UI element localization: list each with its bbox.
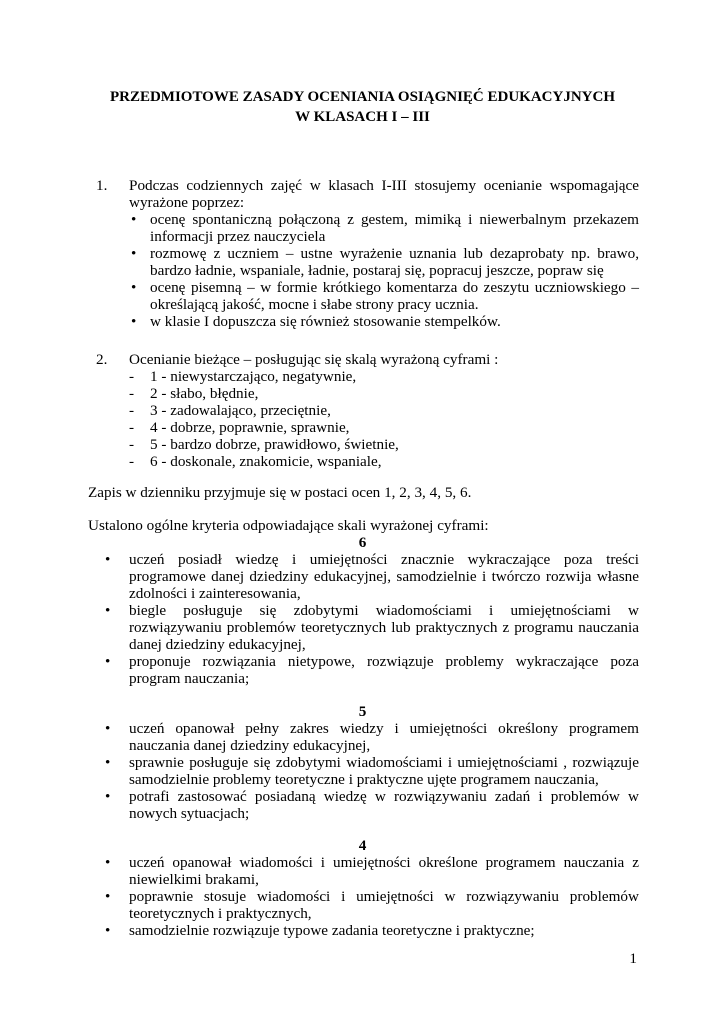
- section-1-body: [129, 177, 639, 330]
- section-1-list: [129, 211, 639, 330]
- grade-6-heading: 6: [358, 534, 367, 551]
- list-item: • ocenę pisemną – w formie krótkiego komentarza do zeszytu uczniowskiego – określającą jakość, mocne i słabe strony pracy ucznia.: [131, 279, 639, 313]
- list-item: • rozmowę z uczniem – ustne wyrażenie uznania lub dezaprobaty np. brawo, bardzo ładnie, wspaniale, ładnie, postaraj się, popracuj jeszcze, popraw się: [131, 245, 639, 279]
- section-1-intro: Podczas codziennych zajęć w klasach I-III stosujemy ocenianie wspomagające wyrażone poprzez:: [129, 177, 639, 211]
- bullet-icon: •: [105, 653, 111, 670]
- bullet-icon: •: [105, 602, 111, 619]
- list-item: - 2 - słabo, błędnie,: [129, 385, 259, 402]
- list-item: • uczeń opanował pełny zakres wiedzy i umiejętności określony programem nauczania danej dziedziny edukacyjnej,: [105, 720, 639, 754]
- section-2-intro: Ocenianie bieżące – posługując się skalą wyrażoną cyframi :: [129, 351, 499, 368]
- bullet-icon: •: [105, 888, 111, 905]
- bullet-icon: •: [105, 854, 111, 871]
- list-item: - 6 - doskonale, znakomicie, wspaniale,: [129, 453, 382, 470]
- list-item: - 1 - niewystarczająco, negatywnie,: [129, 368, 357, 385]
- list-item: • biegle posługuje się zdobytymi wiadomościami i umiejętnościami w rozwiązywaniu problemów teoretycznych lub praktycznych z programu nauczania danej dziedziny edukacyjnej,: [105, 602, 639, 653]
- list-item: - 4 - dobrze, poprawnie, sprawnie,: [129, 419, 350, 436]
- bullet-icon: •: [131, 313, 137, 330]
- grade-5-criteria: [105, 720, 639, 822]
- dash-icon: -: [129, 436, 135, 453]
- list-item: - 5 - bardzo dobrze, prawidłowo, świetnie,: [129, 436, 399, 453]
- dash-icon: -: [129, 402, 135, 419]
- list-item: • w klasie I dopuszcza się również stosowanie stempelków.: [131, 313, 501, 330]
- bullet-icon: •: [131, 211, 137, 228]
- document-title: [0, 87, 725, 127]
- dash-icon: -: [129, 453, 135, 470]
- list-item: • ocenę spontaniczną połączoną z gestem, mimiką i niewerbalnym przekazem informacji przez nauczyciela: [131, 211, 639, 245]
- title-line-1: PRZEDMIOTOWE ZASADY OCENIANIA OSIĄGNIĘĆ EDUKACYJNYCH: [109, 89, 616, 105]
- bullet-icon: •: [131, 245, 137, 262]
- dash-icon: -: [129, 385, 135, 402]
- list-item: • uczeń posiadł wiedzę i umiejętności znacznie wykraczające poza treści programowe danej dziedziny edukacyjnej, samodzielnie i twórczo rozwija własne zdolności i zainteresowania,: [105, 551, 639, 602]
- section-2-number: 2.: [96, 351, 108, 368]
- list-item: • potrafi zastosować posiadaną wiedzę w rozwiązywaniu zadań i problemów w nowych sytuacjach;: [105, 788, 639, 822]
- grade-scale-list: [129, 368, 639, 470]
- grade-5-heading: 5: [358, 703, 367, 720]
- grade-4-criteria: [105, 854, 639, 939]
- bullet-icon: •: [105, 922, 111, 939]
- list-item: - 3 - zadowalająco, przeciętnie,: [129, 402, 331, 419]
- section-2-body: [129, 351, 639, 470]
- list-item: • poprawnie stosuje wiadomości i umiejętności w rozwiązywaniu problemów teoretycznych i praktycznych,: [105, 888, 639, 922]
- page-number: 1: [629, 950, 637, 967]
- grade-6-criteria: [105, 551, 639, 687]
- bullet-icon: •: [131, 279, 137, 296]
- grade-4-heading: 4: [358, 837, 367, 854]
- list-item: • samodzielnie rozwiązuje typowe zadania teoretyczne i praktyczne;: [105, 922, 535, 939]
- list-item: • proponuje rozwiązania nietypowe, rozwiązuje problemy wykraczające poza program nauczania;: [105, 653, 639, 687]
- criteria-intro: Ustalono ogólne kryteria odpowiadające skali wyrażonej cyframi:: [88, 517, 489, 534]
- dash-icon: -: [129, 419, 135, 436]
- section-1-number: 1.: [96, 177, 108, 194]
- bullet-icon: •: [105, 754, 111, 771]
- bullet-icon: •: [105, 720, 111, 737]
- dash-icon: -: [129, 368, 135, 385]
- bullet-icon: •: [105, 788, 111, 805]
- title-line-2: W KLASACH I – III: [295, 109, 430, 125]
- journal-note: Zapis w dzienniku przyjmuje się w postaci ocen 1, 2, 3, 4, 5, 6.: [88, 484, 472, 501]
- bullet-icon: •: [105, 551, 111, 568]
- list-item: • sprawnie posługuje się zdobytymi wiadomościami i umiejętnościami , rozwiązuje samodzielnie problemy teoretyczne i praktyczne ujęte programem nauczania,: [105, 754, 639, 788]
- list-item: • uczeń opanował wiadomości i umiejętności określone programem nauczania z niewielkimi brakami,: [105, 854, 639, 888]
